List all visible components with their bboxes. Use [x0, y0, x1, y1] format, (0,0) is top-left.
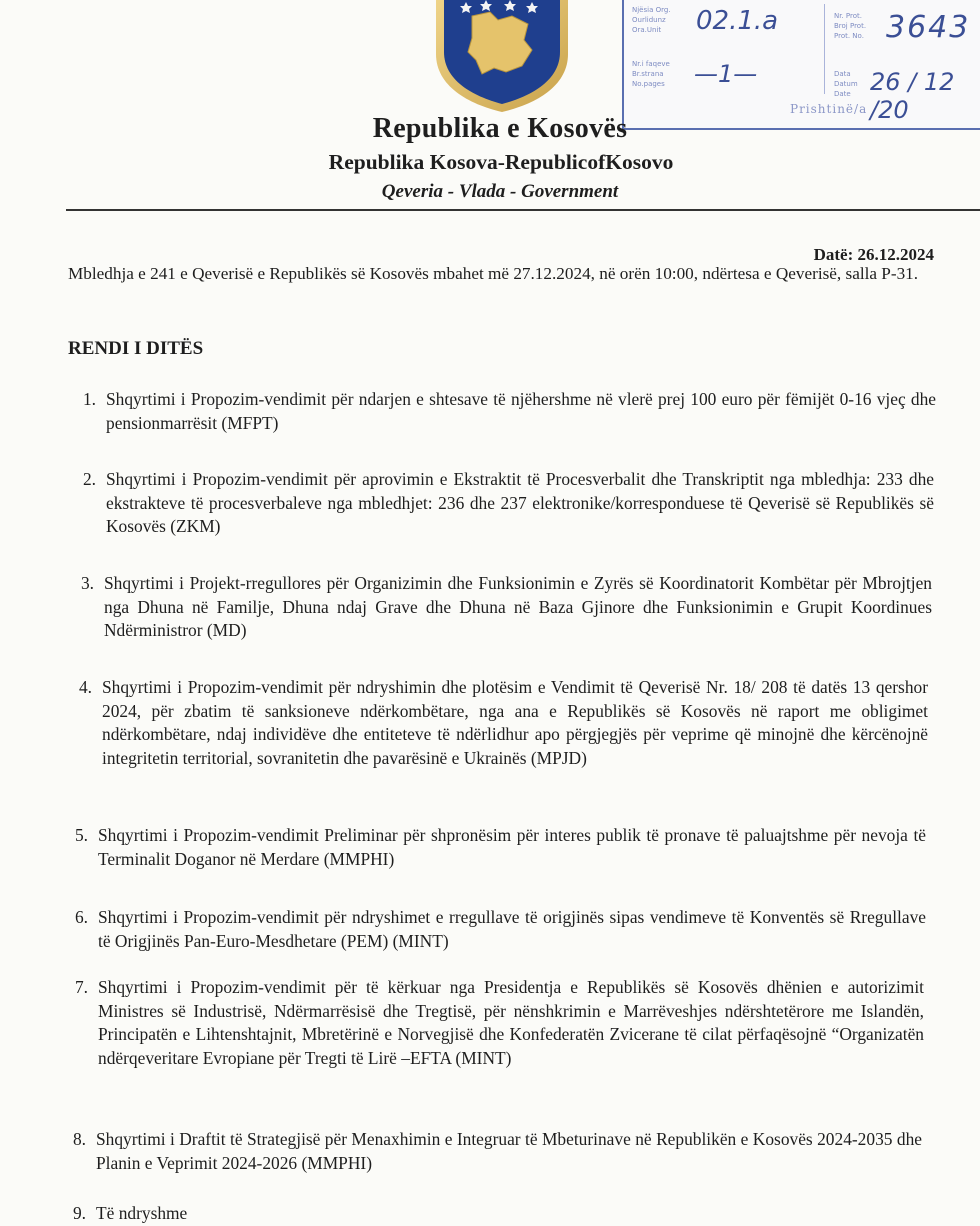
agenda-item-text: Shqyrtimi i Propozim-vendimit për ndryshimin dhe plotësim e Vendimit të Qeverisë Nr. 18/ 208 të datës 13 qershor 2024, për zbatim të sanksioneve ndërkombëtare, nga ana e Republikës së Kosovës në raport me obligimet ndërkombëtare, ndaj individëve dhe entiteteve të ndërlidhur apo përgjegjës për veprime që minojnë dhe kërcënojnë integritetin territorial, sovranitetin dhe pavarësinë e Ukrainës (MPJD) [102, 677, 928, 768]
stamp-label: Ourlidunz [632, 16, 666, 24]
agenda-item [72, 1128, 922, 1175]
agenda-item [74, 824, 926, 871]
agenda-item-number: 2. [82, 469, 96, 489]
agenda-item-text: Shqyrtimi i Propozim-vendimit për të kërkuar nga Presidentja e Republikës së Kosovës dhënien e autorizimit Ministres së Industrisë, Ndërmarrësisë dhe Tregtisë, për nënshkrimin e Marrëveshjes ndërshtetërore me Islandën, Principatën e Lihtenshtajnit, Mbretërinë e Norvegjisë dhe Konfederatën Zvicerane të cilat përfaqësojnë “Organizatën ndërqeveritare Evropiane për Tregti të Lirë –EFTA (MINT) [98, 977, 924, 1068]
pages-value: —1— [694, 60, 758, 88]
stamp-label: Nr.i faqeve [632, 60, 670, 68]
agenda-heading: RENDI I DITËS [68, 338, 204, 359]
protocol-number: 3643 [886, 10, 971, 45]
agenda-item-text: Shqyrtimi i Propozim-vendimit për ndryshimet e rregullave të origjinës sipas vendimeve të Konventës së Rregullave të Origjinës Pan-Euro-Mesdhetare (PEM) (MINT) [98, 907, 926, 951]
agenda-item [80, 572, 932, 643]
stamp-label: Date [834, 90, 851, 98]
agenda-item [74, 976, 924, 1070]
stamp-label: Broj Prot. [834, 22, 867, 30]
country-subtitle: Republika Kosova-RepublicofKosovo [328, 150, 674, 174]
agenda-item-number: 8. [72, 1129, 86, 1149]
stamp-label: Br.strana [632, 70, 664, 78]
stamp-label: Nr. Prot. [834, 12, 862, 20]
document-date: Datë: 26.12.2024 [813, 245, 934, 264]
government-title: Qeveria - Vlada - Government [381, 181, 619, 202]
agenda-item [82, 468, 934, 539]
coat-of-arms-icon [432, 0, 572, 114]
stamp-label: Data [834, 70, 851, 78]
agenda-item-text: Shqyrtimi i Propozim-vendimit për ndarjen e shtesave të njëhershme në vlerë prej 100 euro për fëmijët 0-16 vjeç dhe pensionmarrësit (MFPT) [106, 389, 936, 433]
agenda-item-number: 9. [72, 1203, 86, 1223]
agenda-item-text: Shqyrtimi i Projekt-rregullores për Organizimin dhe Funksionimin e Zyrës së Koordinatorit Kombëtar për Mbrojtjen nga Dhuna në Familje, Dhuna ndaj Grave dhe Dhuna në Baza Gjinore dhe Funksionimin e Grupit Koordinues Ndërministror (MD) [104, 573, 932, 640]
stamp-divider [824, 4, 825, 94]
agenda-item-number: 5. [74, 825, 88, 845]
agenda-item-number: 7. [74, 977, 88, 997]
country-title: Republika e Kosovës [372, 113, 628, 144]
stamp-label: Ora.Unit [632, 26, 662, 34]
agenda-item-number: 4. [78, 677, 92, 697]
agenda-item-text: Të ndryshme [96, 1203, 188, 1223]
org-unit-value: 02.1.a [696, 6, 779, 36]
header-divider [66, 209, 980, 211]
registry-stamp [622, 0, 980, 130]
stamp-date: 26 / 12 /20 [870, 68, 955, 124]
stamp-label: Prot. No. [834, 32, 864, 40]
agenda-item-text: Shqyrtimi i Propozim-vendimit për aprovimin e Ekstraktit të Procesverbalit dhe Transkriptit nga mbledhja: 233 dhe ekstrakteve të procesverbaleve nga mbledhjet: 236 dhe 237 elektronike/korresponduese të Qeverisë së Republikës së Kosovës (ZKM) [106, 469, 934, 536]
agenda-item-number: 1. [82, 389, 96, 409]
intro-paragraph: Mbledhja e 241 e Qeverisë e Republikës së Kosovës mbahet më 27.12.2024, në orën 10:00, ndërtesa e Qeverisë, salla P-31. [68, 264, 919, 283]
agenda-item [74, 906, 926, 953]
agenda-item-number: 3. [80, 573, 94, 593]
stamp-label: Datum [834, 80, 858, 88]
stamp-city: Prishtinë/a [790, 102, 868, 116]
stamp-label: No.pages [632, 80, 665, 88]
agenda-item [82, 388, 936, 435]
agenda-item-text: Shqyrtimi i Propozim-vendimit Preliminar për shpronësim për interes publik të pronave të paluajtshme për nevoja të Terminalit Doganor në Merdare (MMPHI) [98, 825, 926, 869]
agenda-item-number: 6. [74, 907, 88, 927]
agenda-item [72, 1202, 922, 1226]
agenda-item [78, 676, 928, 770]
agenda-item-text: Shqyrtimi i Draftit të Strategjisë për Menaxhimin e Integruar të Mbeturinave në Republikën e Kosovës 2024-2035 dhe Planin e Veprimit 2024-2026 (MMPHI) [96, 1129, 922, 1173]
stamp-label: Njësia Org. [632, 6, 671, 14]
